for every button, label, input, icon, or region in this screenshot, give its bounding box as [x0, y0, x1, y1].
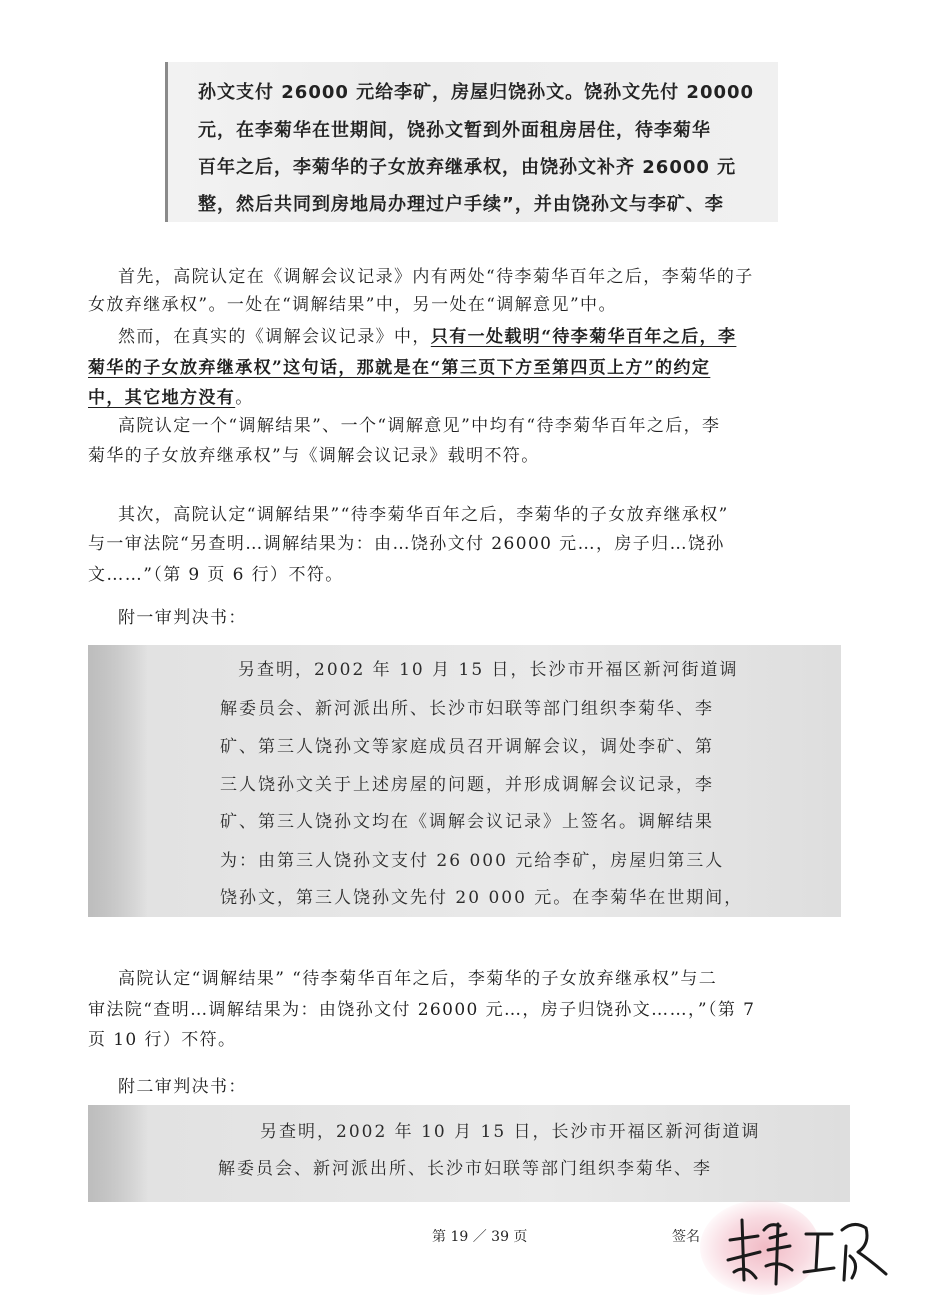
excerpt-line: 整，然后共同到房地局办理过户手续”，并由饶孙文与李矿、李 — [198, 194, 724, 215]
paragraph-text: 。 — [235, 388, 254, 408]
emphasis-text: 中，其它地方没有 — [88, 388, 236, 408]
emphasis-line: 菊华的子女放弃继承权”这句话，那就是在“第三页下方至第四页上方”的约定 — [88, 358, 711, 378]
paragraph-line — [118, 322, 736, 347]
excerpt-line: 解委员会、新河派出所、长沙市妇联等部门组织李菊华、李 — [218, 1159, 712, 1179]
page-number: 第 19 ／ 39 页 — [432, 1229, 528, 1245]
paragraph-line: 高院认定一个“调解结果”、一个“调解意见”中均有“待李菊华百年之后，李 — [118, 416, 721, 436]
excerpt-line: 另查明，2002 年 10 月 15 日，长沙市开福区新河街道调 — [260, 1122, 761, 1142]
paragraph-line — [88, 383, 254, 408]
excerpt-line: 矿、第三人饶孙文均在《调解会议记录》上签名。调解结果 — [220, 812, 714, 832]
handwritten-signature — [720, 1200, 900, 1290]
emphasis-text: 只有一处载明“待李菊华百年之后，李 — [430, 327, 737, 347]
excerpt-line: 解委员会、新河派出所、长沙市妇联等部门组织李菊华、李 — [220, 699, 714, 719]
excerpt-line: 元，在李菊华在世期间，饶孙文暂到外面租房居住，待李菊华 — [198, 120, 711, 141]
paragraph-line: 页 10 行）不符。 — [88, 1030, 237, 1050]
signature-label: 签名 — [672, 1229, 700, 1245]
paragraph-line: 与一审法院“另查明…调解结果为：由…饶孙文付 26000 元…，房子归…饶孙 — [88, 534, 725, 554]
excerpt-line: 矿、第三人饶孙文等家庭成员召开调解会议，调处李矿、第 — [220, 737, 714, 757]
scan-shadow — [88, 645, 148, 917]
paragraph-line: 其次，高院认定“调解结果”“待李菊华百年之后，李菊华的子女放弃继承权” — [118, 505, 729, 525]
excerpt-line: 另查明，2002 年 10 月 15 日，长沙市开福区新河街道调 — [238, 660, 739, 680]
excerpt-line: 饶孙文，第三人饶孙文先付 20 000 元。在李菊华在世期间， — [220, 888, 744, 908]
paragraph-line: 菊华的子女放弃继承权”与《调解会议记录》载明不符。 — [88, 446, 540, 466]
paragraph-line: 首先，高院认定在《调解会议记录》内有两处“待李菊华百年之后，李菊华的子 — [118, 267, 754, 287]
scanned-excerpt-top — [165, 62, 778, 222]
excerpt-line: 三人饶孙文关于上述房屋的问题，并形成调解会议记录，李 — [220, 775, 714, 795]
paragraph-line: 高院认定“调解结果” “待李菊华百年之后，李菊华的子女放弃继承权”与二 — [118, 969, 718, 989]
attachment-label: 附二审判决书： — [118, 1077, 247, 1097]
paragraph-line: 审法院“查明…调解结果为：由饶孙文付 26000 元…，房子归饶孙文……，”（第 7 — [88, 1000, 756, 1020]
scanned-excerpt-second-judgment — [88, 1105, 850, 1202]
attachment-label: 附一审判决书： — [118, 608, 247, 628]
scanned-excerpt-first-judgment — [88, 645, 841, 917]
paragraph-line: 文……”（第 9 页 6 行）不符。 — [88, 565, 344, 585]
excerpt-line: 百年之后，李菊华的子女放弃继承权，由饶孙文补齐 26000 元 — [198, 157, 737, 178]
paragraph-text: 然而，在真实的《调解会议记录》中， — [118, 327, 431, 347]
scan-shadow — [88, 1105, 148, 1202]
excerpt-line: 孙文支付 26000 元给李矿，房屋归饶孙文。饶孙文先付 20000 — [198, 82, 755, 103]
excerpt-line: 为：由第三人饶孙文支付 26 000 元给李矿，房屋归第三人 — [220, 851, 725, 871]
paragraph-line: 女放弃继承权”。一处在“调解结果”中，另一处在“调解意见”中。 — [88, 295, 617, 315]
